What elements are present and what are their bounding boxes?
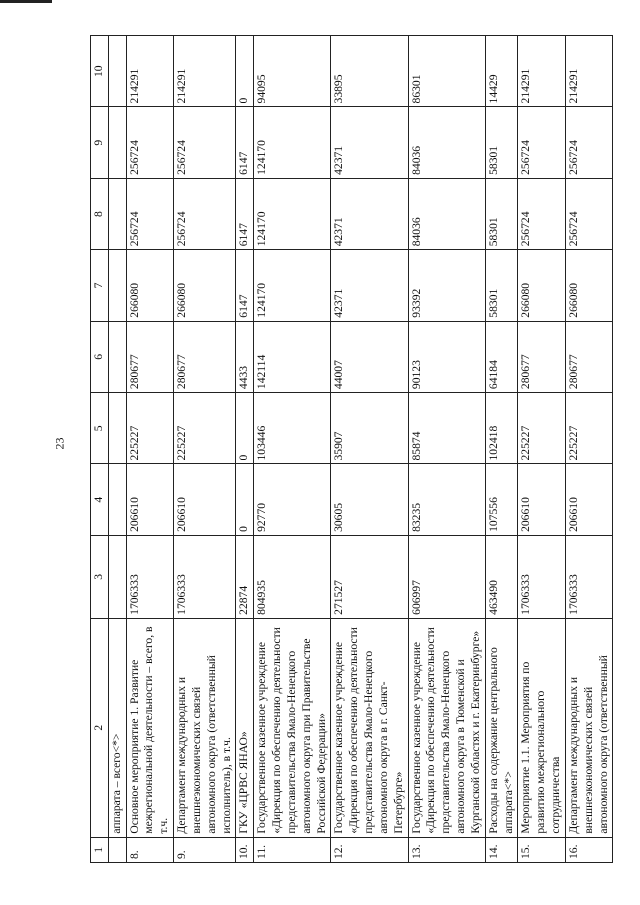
header-row [91,36,109,863]
value-cell [108,107,126,178]
row-number: 8. [126,837,173,862]
value-cell: 22874 [236,535,254,618]
value-cell: 42371 [331,107,408,178]
value-cell [108,393,126,464]
table-row [485,36,518,863]
top-rule [0,0,52,3]
value-cell: 271527 [331,535,408,618]
row-number: 10. [236,837,254,862]
value-cell: 266080 [518,250,565,321]
table-row [331,36,408,863]
value-cell: 214291 [518,36,565,107]
row-name: ГКУ «ЦРВС ЯНАО» [236,618,254,837]
value-cell: 280677 [518,321,565,392]
row-number: 14. [485,837,518,862]
row-number: 9. [174,837,236,862]
table-row [254,36,331,863]
table-row [126,36,173,863]
value-cell: 58301 [485,107,518,178]
value-cell: 4433 [236,321,254,392]
table-row [108,36,126,863]
value-cell: 35907 [331,393,408,464]
value-cell: 256724 [518,107,565,178]
page-number: 23 [52,437,67,450]
value-cell [108,535,126,618]
value-cell: 280677 [126,321,173,392]
value-cell: 266080 [126,250,173,321]
row-name: Департамент международных и внешнеэкономических связей автономного округа (ответственный [565,618,612,837]
row-name: Мероприятие 1.1. Мероприятия по развитию межрегионального сотрудничества [518,618,565,837]
value-cell: 463490 [485,535,518,618]
table-row [174,36,236,863]
value-cell: 256724 [565,107,612,178]
row-name: аппарата – всего<*> [108,618,126,837]
table-row [518,36,565,863]
row-number: 16. [565,837,612,862]
value-cell: 6147 [236,107,254,178]
value-cell: 1706333 [174,535,236,618]
value-cell: 58301 [485,250,518,321]
value-cell: 94095 [254,36,331,107]
value-cell: 0 [236,464,254,535]
value-cell: 606997 [408,535,485,618]
value-cell [108,321,126,392]
value-cell: 93392 [408,250,485,321]
value-cell: 280677 [565,321,612,392]
row-number: 15. [518,837,565,862]
value-cell: 256724 [565,178,612,249]
rotated-page-content [90,35,631,863]
value-cell: 58301 [485,178,518,249]
value-cell: 84036 [408,107,485,178]
column-header: 3 [91,535,109,618]
value-cell: 214291 [565,36,612,107]
value-cell: 256724 [126,107,173,178]
column-header: 1 [91,837,109,862]
table-body [91,36,613,863]
row-number [108,837,126,862]
value-cell: 6147 [236,250,254,321]
column-header: 2 [91,618,109,837]
table-row [236,36,254,863]
value-cell [108,178,126,249]
value-cell: 0 [236,36,254,107]
value-cell: 44007 [331,321,408,392]
value-cell [108,36,126,107]
value-cell: 14429 [485,36,518,107]
value-cell: 266080 [174,250,236,321]
budget-table [90,35,613,863]
value-cell: 280677 [174,321,236,392]
row-name: Государственное казенное учреждение «Дирекция по обеспечению деятельности представительства Ямало-Ненецкого автономного округа при Правительстве Российской Федерации» [254,618,331,837]
value-cell: 206610 [565,464,612,535]
value-cell: 1706333 [565,535,612,618]
column-header: 10 [91,36,109,107]
value-cell: 85874 [408,393,485,464]
value-cell: 214291 [126,36,173,107]
row-number: 13. [408,837,485,862]
value-cell: 90123 [408,321,485,392]
row-name: Государственное казенное учреждение «Дирекция по обеспечению деятельности представительства Ямало-Ненецкого автономного округа в Тюменской и Курганской областях и г. Екатеринбурге» [408,618,485,837]
value-cell: 6147 [236,178,254,249]
value-cell: 206610 [174,464,236,535]
value-cell: 124170 [254,250,331,321]
value-cell: 206610 [126,464,173,535]
value-cell: 256724 [174,178,236,249]
row-number: 11. [254,837,331,862]
value-cell: 33895 [331,36,408,107]
value-cell: 102418 [485,393,518,464]
row-number: 12. [331,837,408,862]
value-cell: 83235 [408,464,485,535]
value-cell: 1706333 [518,535,565,618]
table-row [408,36,485,863]
value-cell: 124170 [254,107,331,178]
column-header: 5 [91,393,109,464]
value-cell: 225227 [565,393,612,464]
value-cell: 42371 [331,178,408,249]
value-cell: 256724 [126,178,173,249]
value-cell: 206610 [518,464,565,535]
row-name: Основное мероприятие 1. Развитие межрегиональной деятельности – всего, в т.ч. [126,618,173,837]
value-cell: 266080 [565,250,612,321]
value-cell: 64184 [485,321,518,392]
value-cell: 256724 [518,178,565,249]
value-cell: 804935 [254,535,331,618]
table-row [565,36,612,863]
value-cell: 0 [236,393,254,464]
value-cell [108,464,126,535]
value-cell: 42371 [331,250,408,321]
value-cell: 124170 [254,178,331,249]
row-name: Департамент международных и внешнеэкономических связей автономного округа (ответственный исполнитель), в т.ч. [174,618,236,837]
value-cell: 84036 [408,178,485,249]
row-name: Расходы на содержание центрального аппарата<*> [485,618,518,837]
value-cell: 107556 [485,464,518,535]
value-cell: 225227 [174,393,236,464]
value-cell [108,250,126,321]
value-cell: 30605 [331,464,408,535]
row-name: Государственное казенное учреждение «Дирекция по обеспечению деятельности представительства Ямало-Ненецкого автономного округа в г. Санкт-Петербурге» [331,618,408,837]
column-header: 9 [91,107,109,178]
value-cell: 92770 [254,464,331,535]
value-cell: 103446 [254,393,331,464]
value-cell: 86301 [408,36,485,107]
value-cell: 1706333 [126,535,173,618]
value-cell: 225227 [126,393,173,464]
value-cell: 225227 [518,393,565,464]
value-cell: 142114 [254,321,331,392]
value-cell: 256724 [174,107,236,178]
column-header: 7 [91,250,109,321]
column-header: 6 [91,321,109,392]
column-header: 4 [91,464,109,535]
value-cell: 214291 [174,36,236,107]
column-header: 8 [91,178,109,249]
